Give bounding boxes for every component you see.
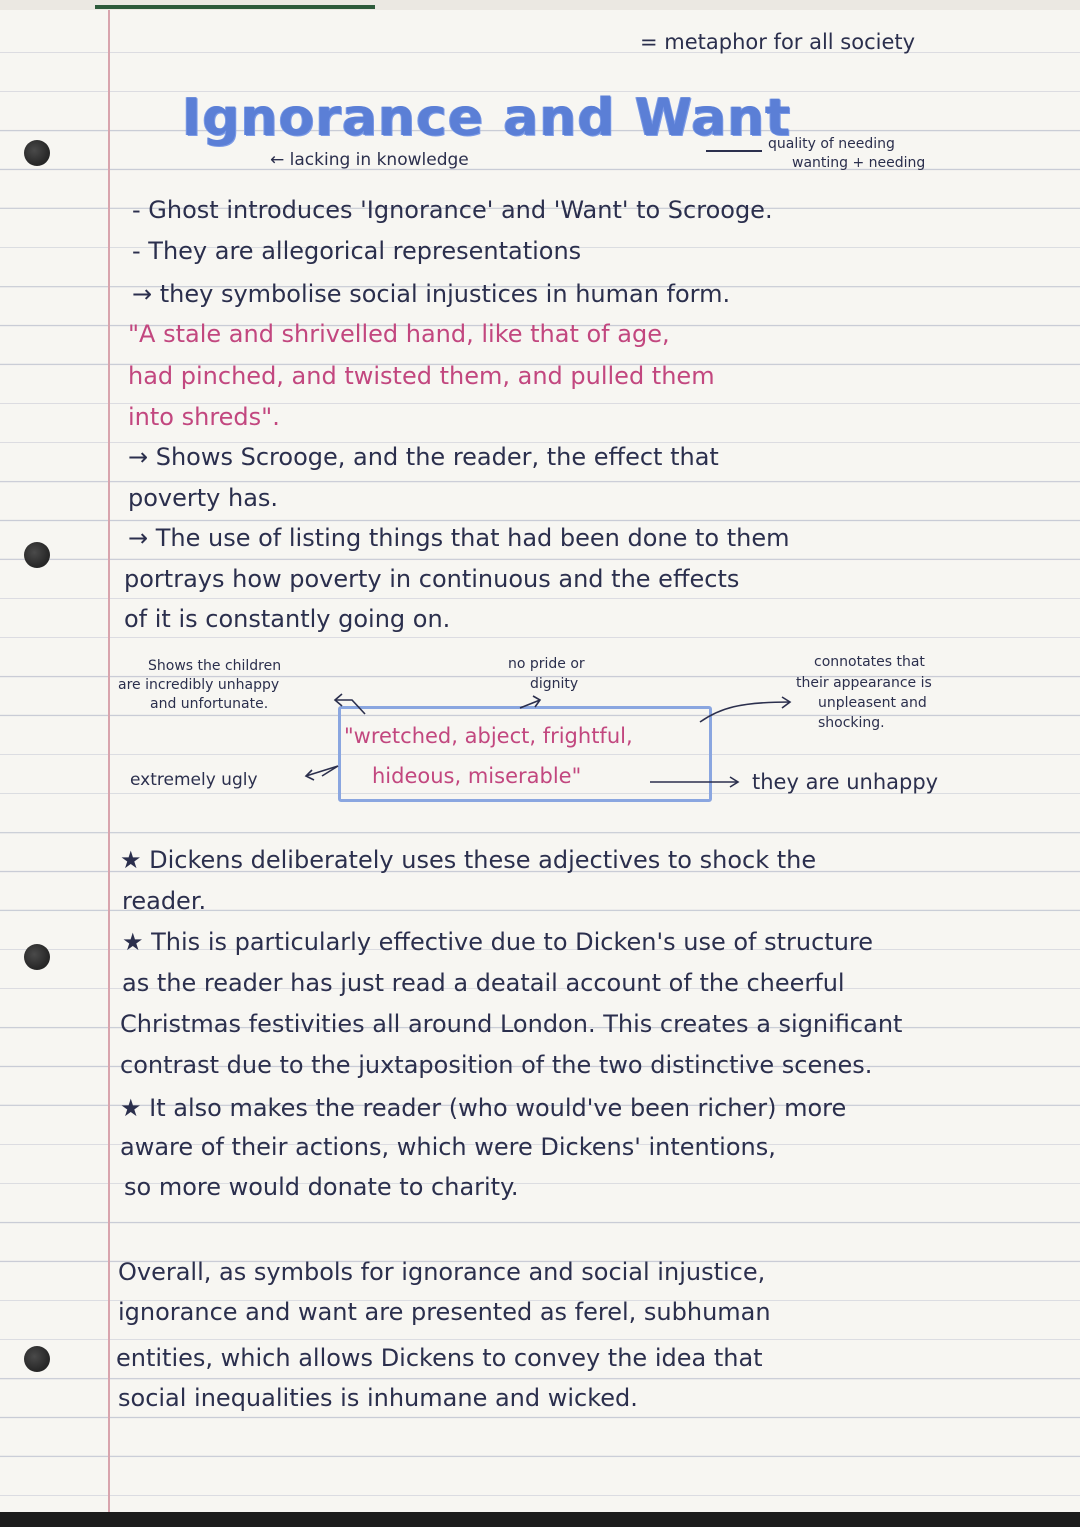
star-point-line: Christmas festivities all around London. This creates a significant [120,1010,903,1038]
point-line: → they symbolise social injustices in human form. [132,280,731,308]
diagram-top-note: no pride or [508,656,585,672]
page-title: Ignorance and Want [182,88,792,148]
diagram-right-note: connotates that [814,654,925,670]
analysis-line: of it is constantly going on. [124,605,451,633]
arrow-to-left-note [335,700,365,714]
page-bottom-edge [0,1512,1080,1527]
left-arrow-icon: ← [270,150,290,170]
ignorance-definition: ← lacking in knowledge [270,150,469,170]
diagram-top-note: dignity [530,676,579,692]
quote-line: "A stale and shrivelled hand, like that of age, [128,320,670,348]
want-definition-line2: wanting + needing [792,155,926,171]
diagram-right-note: their appearance is [796,675,932,691]
diagram-right-note: unpleasent and [818,695,927,711]
analysis-line: → Shows Scrooge, and the reader, the effect that [128,443,719,471]
conclusion-line: social inequalities is inhumane and wicked. [118,1384,638,1412]
adjective-quote-line1: "wretched, abject, frightful, [344,724,633,748]
arrow-to-right-note [700,702,790,722]
star-point-line: ★ Dickens deliberately uses these adjectives to shock the [120,846,817,874]
diagram-right-note: shocking. [818,715,885,731]
star-point-line: reader. [122,887,207,915]
analysis-line: portrays how poverty in continuous and the effects [124,565,740,593]
star-point-line: as the reader has just read a deatail account of the cheerful [122,969,845,997]
star-point-line: contrast due to the juxtaposition of the two distinctive scenes. [120,1051,873,1079]
star-point-line: aware of their actions, which were Dickens' intentions, [120,1133,776,1161]
star-point-line: ★ It also makes the reader (who would've been richer) more [120,1094,847,1122]
header-note: = metaphor for all society [640,30,916,54]
conclusion-line: entities, which allows Dickens to convey the idea that [116,1344,763,1372]
star-point-line: so more would donate to charity. [124,1173,519,1201]
diagram-bottom-right-note: they are unhappy [752,770,939,794]
adjective-quote-line2: hideous, miserable" [372,764,582,788]
conclusion-line: Overall, as symbols for ignorance and social injustice, [118,1258,766,1286]
analysis-line: → The use of listing things that had been done to them [128,524,790,552]
point-line: - They are allegorical representations [132,237,582,265]
diagram-left-note: are incredibly unhappy [118,677,280,693]
analysis-line: poverty has. [128,484,279,512]
point-line: - Ghost introduces 'Ignorance' and 'Want' to Scrooge. [132,196,773,224]
star-point-line: ★ This is particularly effective due to Dicken's use of structure [122,928,874,956]
diagram-bottom-left-note: extremely ugly [130,770,258,790]
conclusion-line: ignorance and want are presented as ferel, subhuman [118,1298,771,1326]
quote-line: into shreds". [128,403,280,431]
want-definition-line1: quality of needing [768,136,895,152]
diagram-left-note: and unfortunate. [150,696,269,712]
quote-line: had pinched, and twisted them, and pulled them [128,362,715,390]
diagram-left-note: Shows the children [148,658,282,674]
